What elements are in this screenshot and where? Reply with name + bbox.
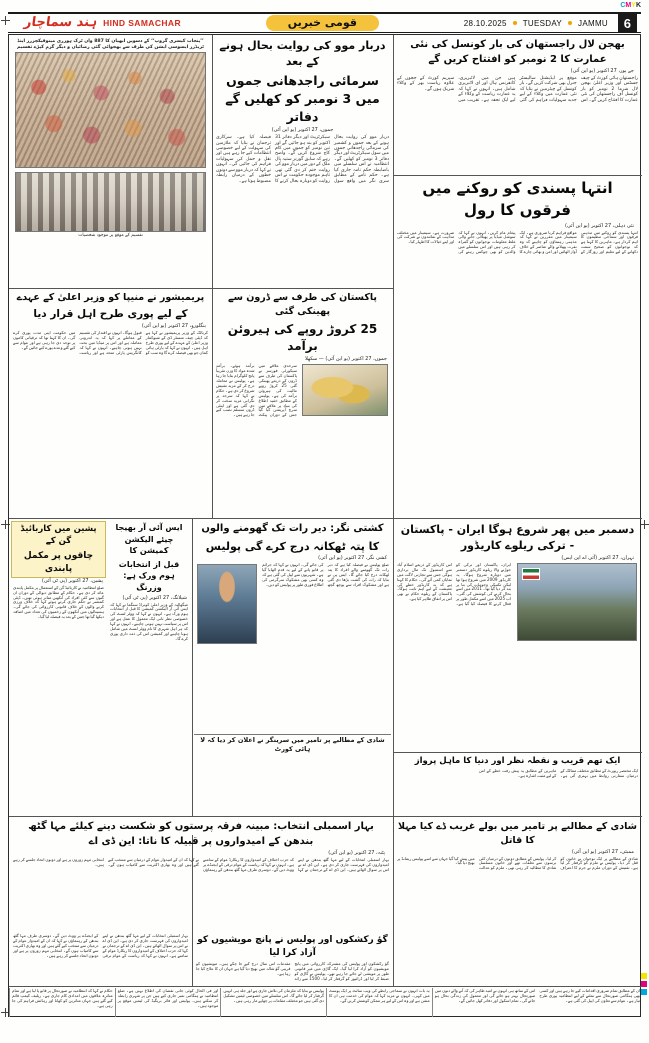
cmyk-color-bar	[620, 2, 641, 10]
bottom-col-5: اس کے ساتھ ہی انہوں نے امید ظاہر کی کہ آنے والے دنوں میں صورتحال بہتر ہو جائے گی اور معمول کی زندگی بحال ہو جائے گی۔ تمام اسکول اور دفاتر کھل جائیں گے۔	[432, 988, 538, 1017]
bottom-col-2: اور فی الحال کوئی جانی نقصان کی اطلاع نہیں ہے۔ ضلع انتظامیہ نے ہنگامی نمبر جاری کیے ہیں جن پر شہری رابطہ کر سکتے ہیں۔ پولیس اور فائر بریگیڈ کی ٹیمیں موقع پر موجود ہیں۔	[115, 988, 221, 1017]
registration-mark-midright	[640, 520, 649, 529]
article-diplomacy-brief	[395, 754, 640, 814]
article-rail-corridor-headline: دسمبر میں پھر شروع ہوگا ایران - پاکستان - ترکی ریلوے کاریڈور	[400, 523, 635, 552]
article-marriage-demand-murder-dateline: ممبئی، 27 اکتوبر (یو این آئی)	[571, 848, 634, 855]
section-rule-6	[393, 752, 642, 753]
article-sir-election-body: میگھالیہ کے وزیر اعلیٰ کونراڈ سنگما نے کہا کہ ایس آئی آر الیکشن کمیشن کا قبل از انتخابات ہوم ورک ہے۔ انہوں نے کہا کہ ووٹر لسٹ کی خصوصی نظر ثانی ایک معمول کا عمل ہے اور اس پر سیاست نہیں ہونی چاہیے۔ انہوں نے کہا کہ ہر اہل شہری کا نام ووٹر لسٹ میں شامل ہونا چاہیے اور کمیشن اس کی ذمہ داری پوری کرے گا۔	[110, 601, 188, 641]
section-rule-1	[9, 288, 393, 289]
article-parameshwara-body: کرناٹک کے وزیر پریمیشور نے کہا ہے کہ ڈپٹی چیف منسٹر ڈی کے شیوکمار وزیر اعلیٰ کے عہدے کے لیے پوری طرح اہل ہیں۔ انہوں نے کہا کہ پارٹی ہائی کمان جو بھی فیصلہ کرے گا وہ سب کو قبول ہوگا۔ انہوں نے اقتدار کی تقسیم کے معاملے پر کہا کہ یہ اندرونی معاملہ ہے اور اس پر میڈیا میں بحث نہیں ہونی چاہیے۔ انہوں نے کہا کہ کانگریس پارٹی متحد ہے اور ریاست میں حکومت اپنی مدت پوری کرے گی۔ ان کا کہنا تھا کہ ترقیاتی کاموں پر توجہ دی جا رہی ہے اور عوام سے کیے گئے وعدے پورے کیے جائیں گے۔	[13, 329, 208, 355]
article-extremism-body: انتہا پسندی کو روکنے میں مذہبی فرقوں اور سماجی تنظیموں کا اہم کردار ہے۔ ماہرین کا کہنا ہے کہ نوجوانوں کو صحیح سمت دکھانے کے لیے تعلیم اور روزگار کے مواقع فراہم کرنا ضروری ہے۔ ایک سیمینار میں مقررین نے کہا کہ مذہبی رہنماؤں کو چاہیے کہ وہ نفرت پھیلانے والے عناصر کے خلاف آواز اٹھائیں اور امن و بھائی چارے کا پیغام عام کریں۔ انہوں نے کہا کہ سوشل میڈیا پر پھیلائی جانے والی غلط معلومات نوجوانوں کو گمراہ کر رہی ہیں اور اس سلسلے میں والدین کو بھی چوکس رہنے کی ضرورت ہے۔ سیمینار میں مختلف مذاہب کے نمائندوں نے شرکت کی اور اپنے خیالات کا اظہار کیا۔	[397, 229, 638, 255]
publication-day: TUESDAY	[522, 18, 563, 28]
cmyk-k: K	[635, 2, 641, 9]
article-rail-corridor-body: ایران، پاکستان اور ترکی کو جوڑنے والا ریلوے کاریڈور دسمبر میں دوبارہ شروع ہوگا۔ یہ کاریڈور 2009 میں شروع ہوا تھا لیکن تکنیکی وجوہات کی بنا پر بند کر دیا گیا تھا۔ 2011 میں اسے بحال کرنے کی کوشش کی گئی۔ اب 2025 میں اسے مکمل طور پر فعال کرنے کا فیصلہ کیا گیا ہے۔ اس کاریڈور کے ذریعے اسلام آباد سے استنبول تک مال برداری ہوگی جس سے تجارتی لاگت میں نمایاں کمی آئے گی۔ حکام کا کہنا ہے کہ یہ کاریڈور خطے کی معیشت کے لیے اہم ثابت ہوگا۔ پاکستان کے ریلوے حکام نے بھی اس پر اتفاق ظاہر کیا ہے۔	[397, 561, 512, 607]
officer-portrait-photo	[197, 564, 257, 644]
article-parameshwara-headline-1: پریمیشور نے منیپا کو وزیر اعلیٰ کے عہدے	[16, 292, 205, 303]
group-photo	[15, 172, 206, 232]
article-kushinagar-police-headline-2: کا پتہ ٹھکانہ درج کرے گی پولیس	[205, 539, 380, 553]
article-drone-heroin-headline-1: پاکستان کی طرف سے ڈرون سے پھینکی گئی	[228, 292, 377, 317]
article-darbar-move	[214, 37, 391, 285]
article-bihar-continuation	[11, 933, 190, 985]
bottom-col-4: یہ بات انہوں نے سماجی رابطے کی ویب سائٹ پر ایک پوسٹ میں کہی۔ انہوں نے مزید کہا کہ عوام کی خدمت ہی ان کا مشن ہے اور وہ اس کے لیے ہر ممکن کوشش کریں گے۔	[326, 988, 432, 1017]
article-bihar-assembly-headline: بہار اسمبلی انتخاب: مبینہ فرقہ پرستوں کو شکست دینے کیلئے مہا گٹھ بندھن کے امیدواروں پر قبیلہ کا ناتا: این ڈی اے	[28, 821, 374, 847]
section-badge: قومی خبریں	[266, 15, 379, 31]
column-rule-3	[393, 519, 394, 816]
edition-city: JAMMU	[578, 18, 608, 28]
article-kushinagar-subhead: شادی کے مطالبے پر تامیر میں سرینگر نے اعلان کر دیا کہ لا ہائی کورٹ	[194, 734, 391, 755]
article-bar-council-body: راجستھان ہائی کورٹ کے چیف جسٹس اور وزیر اعلیٰ بھجن لال شرما 2 نومبر کو بار کونسل آف راجستھان کی نئی عمارت کا افتتاح کریں گے۔ اس موقع پر ایڈیشنل سالیسٹر جنرل بھی شرکت کریں گے۔ بار کونسل کے چیئرمین نے بتایا کہ نئی عمارت میں وکلاء کے لیے جدید سہولیات فراہم کی گئی ہیں جن میں لائبریری، کانفرنس ہال اور ای لائبریری شامل ہیں۔ انہوں نے کہا کہ یہ عمارت ریاست کے وکلاء کے لیے ایک تحفہ ہے۔ تقریب میں سپریم کورٹ کے ججوں کے علاوہ ریاست بھر کے وکلاء شریک ہوں گے۔	[397, 76, 639, 103]
article-darbar-move-headline-2: سرمائی راجدھانی جموں میں 3 نومبر کو کھلیں گے دفاتر	[225, 72, 380, 125]
article-cattle-rescue-body: گؤ رکشکوں اور پولیس کی مشترکہ کارروائی میں پانچ مویشیوں کو آزاد کرا لیا گیا۔ ایک گاڑی میں غیر قانونی طور پر مویشی لے جائے جا رہے تھے۔ پولیس نے گاڑی کو ضبط کر لیا اور ڈرائیور کو گرفتار کر لیا۔ 1500 سے زائد مقدمات اس سال درج کیے جا چکے ہیں۔ مویشیوں کو قریبی گؤ شالہ میں بھیج دیا گیا ہے جہاں ان کا علاج کیا جا رہا ہے۔	[196, 961, 389, 981]
article-kushinagar-police-headline-1: کشتی نگر: دیر رات تک گھومنے والوں	[201, 523, 384, 534]
article-carbide-ban-headline-2: چاقوں پر مکمل پابندی	[11, 549, 106, 578]
column-rule-5	[393, 817, 394, 987]
crowd-photo	[15, 52, 206, 168]
section-rule-4	[9, 816, 642, 817]
article-carbide-ban	[11, 521, 106, 811]
article-bar-council-dateline: جے پور، 27 اکتوبر (یو این آئی)	[570, 68, 634, 74]
bottom-col-6: ان کے مطابق تمام ضروری اقدامات کیے جا رہے ہیں اور کسی بھی ہنگامی صورتحال سے نمٹنے کے لیے انتظامیہ پوری طرح تیار ہے۔ عوام سے تعاون کی اپیل کی گئی ہے۔	[539, 988, 641, 1003]
masthead-logo-english: HIND SAMACHAR	[103, 18, 181, 28]
article-sir-election-dateline: شیلانگ، 27 اکتوبر (پی ٹی آئی)	[122, 594, 187, 601]
article-darbar-move-body: دربار موو کی روایت بحال ہونے کے بعد جموں و کشمیر کی سرمائی راجدھانی جموں میں سول سیکرٹریٹ اور دیگر دفاتر 3 نومبر کو کھلیں گے۔ انتظامیہ نے اس سلسلے میں باضابطہ حکم نامہ جاری کیا ہے۔ حکم نامے کے مطابق سری نگر میں واقع سول سیکرٹریٹ اور دیگر دفاتر 31 اکتوبر کو بند ہو جائیں گے اور تین نومبر کو جموں میں کام کاج شروع کریں گے۔ واضح رہے کہ سابق گورنر ستیہ پال ملک کے دور میں دربار موو کی روایت ختم کر دی گئی تھی تاہم موجودہ حکومت نے اس روایت کو دوبارہ بحال کرنے کا فیصلہ کیا ہے۔ سرکاری ترجمان نے بتایا کہ ملازمین کی سہولت کے لیے خصوصی انتظامات کیے جا رہے ہیں اور نقل و حمل کی سہولیات فراہم کی جائیں گی۔ انہوں نے کہا کہ دربار موو سے دونوں خطوں کے درمیان رابطہ مضبوط ہوتا ہے۔	[216, 135, 389, 184]
article-kushinagar-police-body: ضلع پولیس نے فیصلہ کیا ہے کہ دیر رات تک گھومنے والے افراد کا پتہ ٹھکانہ درج کیا جائے گا۔ ایس پی نے بتایا کہ رات کی گشت بڑھا دی گئی ہے اور مشکوک افراد سے پوچھ گچھ کی جائے گی۔ انہوں نے کہا کہ جرائم پر قابو پانے کے لیے یہ قدم اٹھایا گیا ہے۔ شہریوں سے اپیل کی گئی ہے کہ وہ کسی بھی مشکوک سرگرمی کی اطلاع فوری طور پر پولیس کو دیں۔	[262, 562, 389, 588]
page-frame	[8, 34, 641, 1017]
article-bihar-continuation-body: بہار اسمبلی انتخابات کے لیے مہا گٹھ بندھن نے اپنے امیدواروں کی فہرست جاری کر دی ہے۔ این ڈی اے نے اس پر سوال اٹھائے ہیں۔ این ڈی اے کے ترجمان نے کہا کہ حزب اختلاف کے امیدواروں کا ریکارڈ عوام کے سامنے ہے۔ انہوں نے کہا کہ ریاست کے عوام ترقی کے ایجنڈے پر ووٹ دیں گے۔ دوسری طرف مہا گٹھ بندھن کے رہنماؤں نے کہا کہ ان کے امیدوار عوام کے درمیان سے منتخب کیے گئے ہیں اور وہ بھاری اکثریت سے کامیاب ہوں گے۔ انتخابی مہم زوروں پر ہے اور دونوں اتحاد جلسے کر رہے ہیں۔	[13, 933, 188, 958]
article-darbar-move-headline-1: دربار موو کی روایت بحال ہونے کے بعد	[219, 39, 386, 68]
publication-date: 28.10.2025	[463, 18, 507, 28]
column-rule-2	[393, 35, 394, 518]
article-extremism-headline: انتہا پسندی کو روکنے میں فرقوں کا رول	[422, 179, 613, 219]
bottom-col-1: حکام نے کہا کہ انتظامیہ نے صورتحال پر قابو پا لیا ہے اور تمام متاثرہ علاقوں میں امدادی کام جاری ہے۔ ریلیف کیمپ قائم کیے گئے ہیں جہاں متاثرین کو کھانا اور رہائش فراہم کی جا رہی ہے۔	[9, 988, 115, 1017]
masthead	[8, 12, 641, 33]
article-marriage-demand-murder-headline: شادی کے مطالبے پر تامیر میں بولے غریب ڈے کیا مہلا کا قاتل	[397, 821, 638, 846]
article-extremism-dateline: نئی دہلی، 27 اکتوبر (یو این آئی)	[565, 222, 634, 229]
train-photo	[517, 563, 637, 641]
photo-package	[11, 37, 210, 285]
article-bar-council-headline: بھجن لال راجستھان کی بار کونسل کی نئی عمارت کا 2 نومبر کو افتتاح کریں گے	[410, 39, 625, 65]
article-sir-election-headline-2: قبل از انتخابات ہوم ورک ہے: وزرنگ	[118, 559, 180, 592]
column-rule-4	[192, 519, 193, 816]
section-rule-5	[9, 986, 642, 987]
article-sir-election-headline-1: ایس آئی آر بھیجا چیئے الیکشن کمیشن کا	[115, 523, 183, 556]
dot-separator-icon	[513, 21, 517, 25]
column-rule-1	[212, 35, 213, 518]
article-bihar-assembly-body: بہار اسمبلی انتخابات کے لیے مہا گٹھ بندھن نے اپنے امیدواروں کی فہرست جاری کر دی ہے۔ این ڈی اے نے اس پر سوال اٹھائے ہیں۔ این ڈی اے کے ترجمان نے کہا کہ حزب اختلاف کے امیدواروں کا ریکارڈ عوام کے سامنے ہے۔ انہوں نے کہا کہ ریاست کے عوام ترقی کے ایجنڈے پر ووٹ دیں گے۔ دوسری طرف مہا گٹھ بندھن کے رہنماؤں نے کہا کہ ان کے امیدوار عوام کے درمیان سے منتخب کیے گئے ہیں اور وہ بھاری اکثریت سے کامیاب ہوں گے۔ انتخابی مہم زوروں پر ہے اور دونوں اتحاد جلسے کر رہے ہیں۔	[13, 857, 389, 872]
article-extremism	[395, 177, 640, 516]
dot-separator-icon-2	[568, 21, 572, 25]
crowd-photo-caption: ’’پنجاب کیسری گروپ‘‘ کے دسویں ابھیان کا 887 واں ٹرک ہوزری مینوفیکچررز اینڈ ٹریڈرز ایسوسی ایشن کی طرف سے بھجوائی گئی رضائیاں و دیگر گرم کپڑے تقسیم	[16, 39, 204, 50]
article-marriage-demand-murder-body: شادی کے مطالبے پر ایک نوجوان نے خاتون کو قتل کر دیا۔ پولیس نے ملزم کو گرفتار کر لیا ہے۔ تفتیش کے دوران ملزم نے جرم کا اعتراف کر لیا۔ پولیس کے مطابق دونوں کے درمیان کئی برسوں سے تعلقات تھے اور خاتون مسلسل شادی کا مطالبہ کر رہی تھی۔ ملزم کو عدالت میں پیش کیا گیا جہاں سے اسے پولیس ریمانڈ پر بھیج دیا گیا۔	[397, 855, 638, 871]
flag-overlay-icon	[522, 568, 540, 580]
article-kushinagar-police-dateline: کشی نگر، 27 اکتوبر (یو این آئی)	[318, 555, 387, 562]
article-carbide-ban-dateline: پشین، 27 اکتوبر (پی ٹی آئی)	[41, 577, 103, 584]
masthead-logo-urdu: ہند سماچار	[23, 15, 99, 30]
article-cattle-rescue	[194, 933, 391, 985]
article-drone-heroin-headline-2: 25 کروڑ روپے کی ہیروئن برآمد	[227, 321, 378, 353]
article-marriage-demand-murder	[395, 819, 640, 984]
section-rule-2	[393, 175, 642, 176]
article-bar-council	[395, 37, 640, 173]
article-drone-heroin-body: سرحدی علاقے میں سیکورٹی فورسز نے پاکستان کی طرف سے ڈرون کے ذریعے پھینکی گئی 25 کروڑ روپے مالیت کی ہیروئن برآمد کی ہے۔ پولیس کے مطابق خفیہ اطلاع کی بنیاد پر علاقے میں سرچ آپریشن کیا گیا جس کے دوران پیکٹ برآمد ہوئے۔ برآمد شدہ مواد کا وزن تقریباً پانچ کلوگرام بتایا جا رہا ہے۔ پولیس نے معاملہ درج کر کے مزید تفتیش شروع کر دی ہے۔ حکام نے کہا کہ سرحد پر نگرانی مزید سخت کر دی گئی ہے اور اینٹی ڈرون سسٹم نصب کیے جا رہے ہیں۔	[216, 363, 297, 418]
article-drone-heroin	[214, 290, 391, 516]
section-rule-3	[9, 518, 642, 519]
article-bihar-assembly-dateline: پٹنہ، 27 اکتوبر (یو این آئی)	[328, 850, 385, 856]
article-diplomacy-brief-headline: ایک تھم قریب و نقطہ نظر اور دنیا کا ماہل پرواز	[414, 756, 621, 766]
article-darbar-move-dateline: جموں، 27 اکتوبر (یو این آئی)	[271, 127, 334, 134]
cmyk-m: M	[625, 2, 632, 9]
article-carbide-ban-headline-1: پشین میں کاربائیڈ گن کے	[11, 521, 106, 549]
heroin-seizure-photo	[302, 364, 388, 416]
article-parameshwara-dateline: بنگلورو، 27 اکتوبر (یو این آئی)	[141, 322, 206, 329]
bottom-continuation-bar	[9, 988, 642, 1017]
article-drone-heroin-dateline: جموں، 27 اکتوبر (یو این آئی) — سکھلا	[304, 356, 387, 363]
article-rail-corridor-dateline: تہران، 27 اکتوبر (آئی اے این ایس)	[561, 554, 634, 561]
cmyk-c: C	[620, 2, 626, 9]
bottom-col-3: پولیس نے بتایا کہ ملزمان کی تلاش جاری ہے اور جلد ہی انہیں گرفتار کر لیا جائے گا۔ اس سلسلے میں خصوصی ٹیمیں تشکیل دی گئی ہیں جو مختلف مقامات پر چھاپے مار رہی ہیں۔	[220, 988, 326, 1017]
article-carbide-ban-body: ضلع انتظامیہ نے کاربائیڈ گن کے استعمال پر مکمل پابندی عائد کر دی ہے۔ حکام کے مطابق دیوالی کے دوران ان گنوں سے کئی افراد کی آنکھیں متاثر ہوئی تھیں۔ ڈپٹی کمشنر نے حکم جاری کرتے ہوئے کہا کہ خلاف ورزی کرنے والوں کے خلاف قانونی کارروائی کی جائے گی۔ ہسپتالوں میں آنکھوں کے زخمیوں کی تعداد میں اضافہ دیکھا گیا تھا جس کے بعد یہ فیصلہ لیا گیا۔	[13, 584, 104, 620]
article-bihar-assembly	[11, 819, 391, 931]
article-parameshwara-headline-2: کے لیے پوری طرح اہل قرار دیا	[33, 307, 188, 320]
cmyk-y: Y	[631, 2, 636, 9]
masthead-center	[181, 15, 464, 31]
masthead-meta	[464, 14, 641, 33]
article-diplomacy-brief-body: ایک مختصر رپورٹ کے مطابق مختلف ممالک کے درمیان سفارتی روابط میں بہتری آئی ہے۔ ماہرین کے مطابق یہ پیش رفت خطے کے امن کے لیے مثبت اشارہ ہے۔	[478, 768, 638, 779]
group-photo-caption: تقسیم کے موقع پر موجود شخصیات	[78, 233, 143, 239]
article-rail-corridor	[395, 521, 640, 750]
article-sir-election	[108, 521, 190, 811]
article-cattle-rescue-headline: گؤ رکشکوں اور پولیس نے پانچ مویشیوں کو آزاد کرا لیا	[197, 935, 388, 959]
article-kushinagar-police	[194, 521, 391, 811]
article-parameshwara	[11, 290, 210, 516]
page-number: 6	[618, 14, 637, 33]
